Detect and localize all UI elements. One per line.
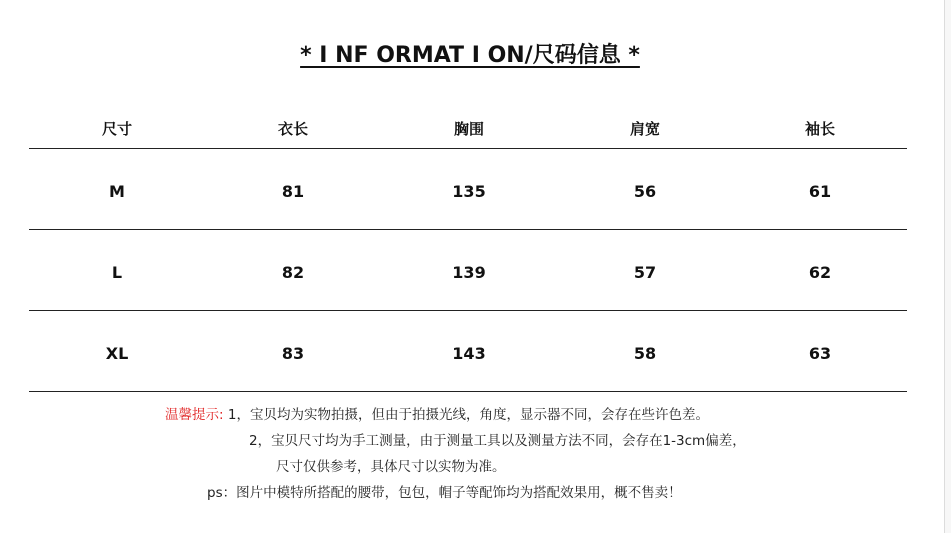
page-title xyxy=(0,38,940,69)
table-header-row xyxy=(29,108,907,149)
header-size: 尺寸 xyxy=(29,108,205,149)
header-length: 衣长 xyxy=(205,108,381,149)
header-shoulder: 肩宽 xyxy=(557,108,733,149)
table-row xyxy=(29,149,907,230)
cell-chest: 143 xyxy=(381,311,557,392)
cell-size: XL xyxy=(29,311,205,392)
cell-length: 81 xyxy=(205,149,381,230)
page-edge xyxy=(944,0,951,533)
header-chest: 胸围 xyxy=(381,108,557,149)
note-line-3: 尺寸仅供参考，具体尺寸以实物为准。 xyxy=(276,459,506,475)
cell-shoulder: 56 xyxy=(557,149,733,230)
table-row xyxy=(29,230,907,311)
cell-sleeve: 62 xyxy=(733,230,907,311)
title-text: * I NF ORMAT I ON/尺码信息 * xyxy=(300,43,640,68)
note-line-2: 2，宝贝尺寸均为手工测量，由于测量工具以及测量方法不同，会存在1-3cm偏差， xyxy=(249,433,746,449)
table-row xyxy=(29,311,907,392)
cell-length: 83 xyxy=(205,311,381,392)
note-line-4: ps：图片中模特所搭配的腰带，包包，帽子等配饰均为搭配效果用，概不售卖！ xyxy=(207,485,682,501)
cell-shoulder: 57 xyxy=(557,230,733,311)
size-table xyxy=(29,108,907,392)
cell-chest: 139 xyxy=(381,230,557,311)
cell-sleeve: 61 xyxy=(733,149,907,230)
cell-length: 82 xyxy=(205,230,381,311)
note-line-1 xyxy=(165,403,709,423)
cell-shoulder: 58 xyxy=(557,311,733,392)
cell-size: M xyxy=(29,149,205,230)
cell-chest: 135 xyxy=(381,149,557,230)
warm-tip-label: 温馨提示: xyxy=(165,407,224,423)
note-text-1: 1，宝贝均为实物拍摄，但由于拍摄光线，角度，显示器不同，会存在些许色差。 xyxy=(223,407,709,423)
cell-size: L xyxy=(29,230,205,311)
cell-sleeve: 63 xyxy=(733,311,907,392)
header-sleeve: 袖长 xyxy=(733,108,907,149)
